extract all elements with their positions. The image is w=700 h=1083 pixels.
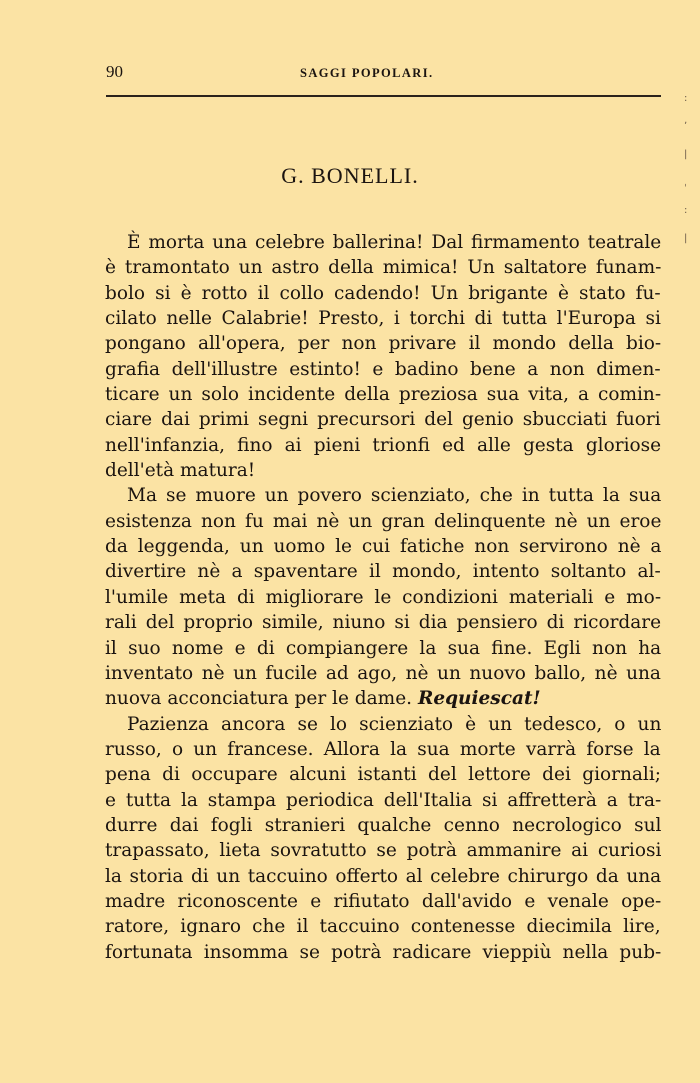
- text-line: è tramontato un astro della mimica! Un saltatore funam-: [105, 257, 662, 279]
- page-number: 90: [106, 62, 123, 81]
- text-line: madre riconoscente e rifiutato dall'avido e venale ope-: [105, 890, 662, 912]
- chapter-title: G. BONELLI.: [281, 163, 419, 188]
- text-line: rali del proprio simile, niuno si dia pensiero di ricordare: [105, 612, 662, 634]
- text-line: fortunata insomma se potrà radicare vieppiù nella pub-: [105, 941, 662, 963]
- text-line: la storia di un taccuino offerto al celebre chirurgo da una: [105, 865, 662, 887]
- text-line: da leggenda, un uomo le cui fatiche non servirono nè a: [105, 536, 662, 558]
- text-line: Pazienza ancora se lo scienziato è un tedesco, o un: [127, 713, 662, 735]
- text-line-start: nuova acconciatura per le dame.: [105, 688, 413, 710]
- text-line: bolo si è rotto il collo cadendo! Un brigante è stato fu-: [105, 282, 661, 304]
- text-line: l'umile meta di migliorare le condizioni materiali e mo-: [105, 586, 662, 608]
- text-line: durre dai fogli stranieri qualche cenno necrologico sul: [105, 814, 662, 836]
- text-line: cilato nelle Calabrie! Presto, i torchi di tutta l'Europa si: [105, 308, 661, 330]
- text-line: e tutta la stampa periodica dell'Italia si affretterà a tra-: [105, 789, 662, 811]
- text-line: russo, o un francese. Allora la sua morte varrà forse la: [105, 738, 661, 760]
- running-head: [104, 62, 660, 84]
- body-text: [105, 230, 661, 965]
- text-line: pongano all'opera, per non privare il mondo della bio-: [105, 333, 662, 355]
- text-line: ciare dai primi segni precursori del genio sbucciati fuori: [105, 409, 661, 431]
- text-line: pena di occupare alcuni istanti del lettore dei giornali;: [105, 764, 662, 786]
- italic-phrase: Requiescat!: [417, 688, 541, 710]
- text-line: ratore, ignaro che il taccuino contenesse diecimila lire,: [105, 916, 661, 938]
- text-line: nell'infanzia, fino ai pieni trionfi ed alle gesta gloriose: [105, 434, 662, 456]
- header-rule: [106, 95, 661, 97]
- text-line: il suo nome e di compiangere la sua fine. Egli non ha: [105, 637, 662, 659]
- text-line: [105, 686, 661, 711]
- text-line: inventato nè un fucile ad ago, nè un nuovo ballo, nè una: [105, 662, 661, 684]
- text-line: divertire nè a spaventare il mondo, intento soltanto al-: [105, 561, 661, 583]
- margin-bleed-marks: : ʼ | ˌ : |: [684, 93, 688, 244]
- running-head-title: SAGGI POPOLARI.: [300, 66, 434, 80]
- text-line: ticare un solo incidente della preziosa sua vita, a comin-: [105, 384, 662, 406]
- text-line: dell'età matura!: [105, 460, 256, 482]
- text-line: esistenza non fu mai nè un gran delinquente nè un eroe: [105, 510, 662, 532]
- text-line: Ma se muore un povero scienziato, che in tutta la sua: [127, 485, 662, 507]
- text-line: trapassato, lieta sovratutto se potrà ammanire ai curiosi: [105, 840, 662, 862]
- text-line: È morta una celebre ballerina! Dal firmamento teatrale: [127, 232, 662, 253]
- text-line: grafia dell'illustre estinto! e badino bene a non dimen-: [105, 358, 661, 380]
